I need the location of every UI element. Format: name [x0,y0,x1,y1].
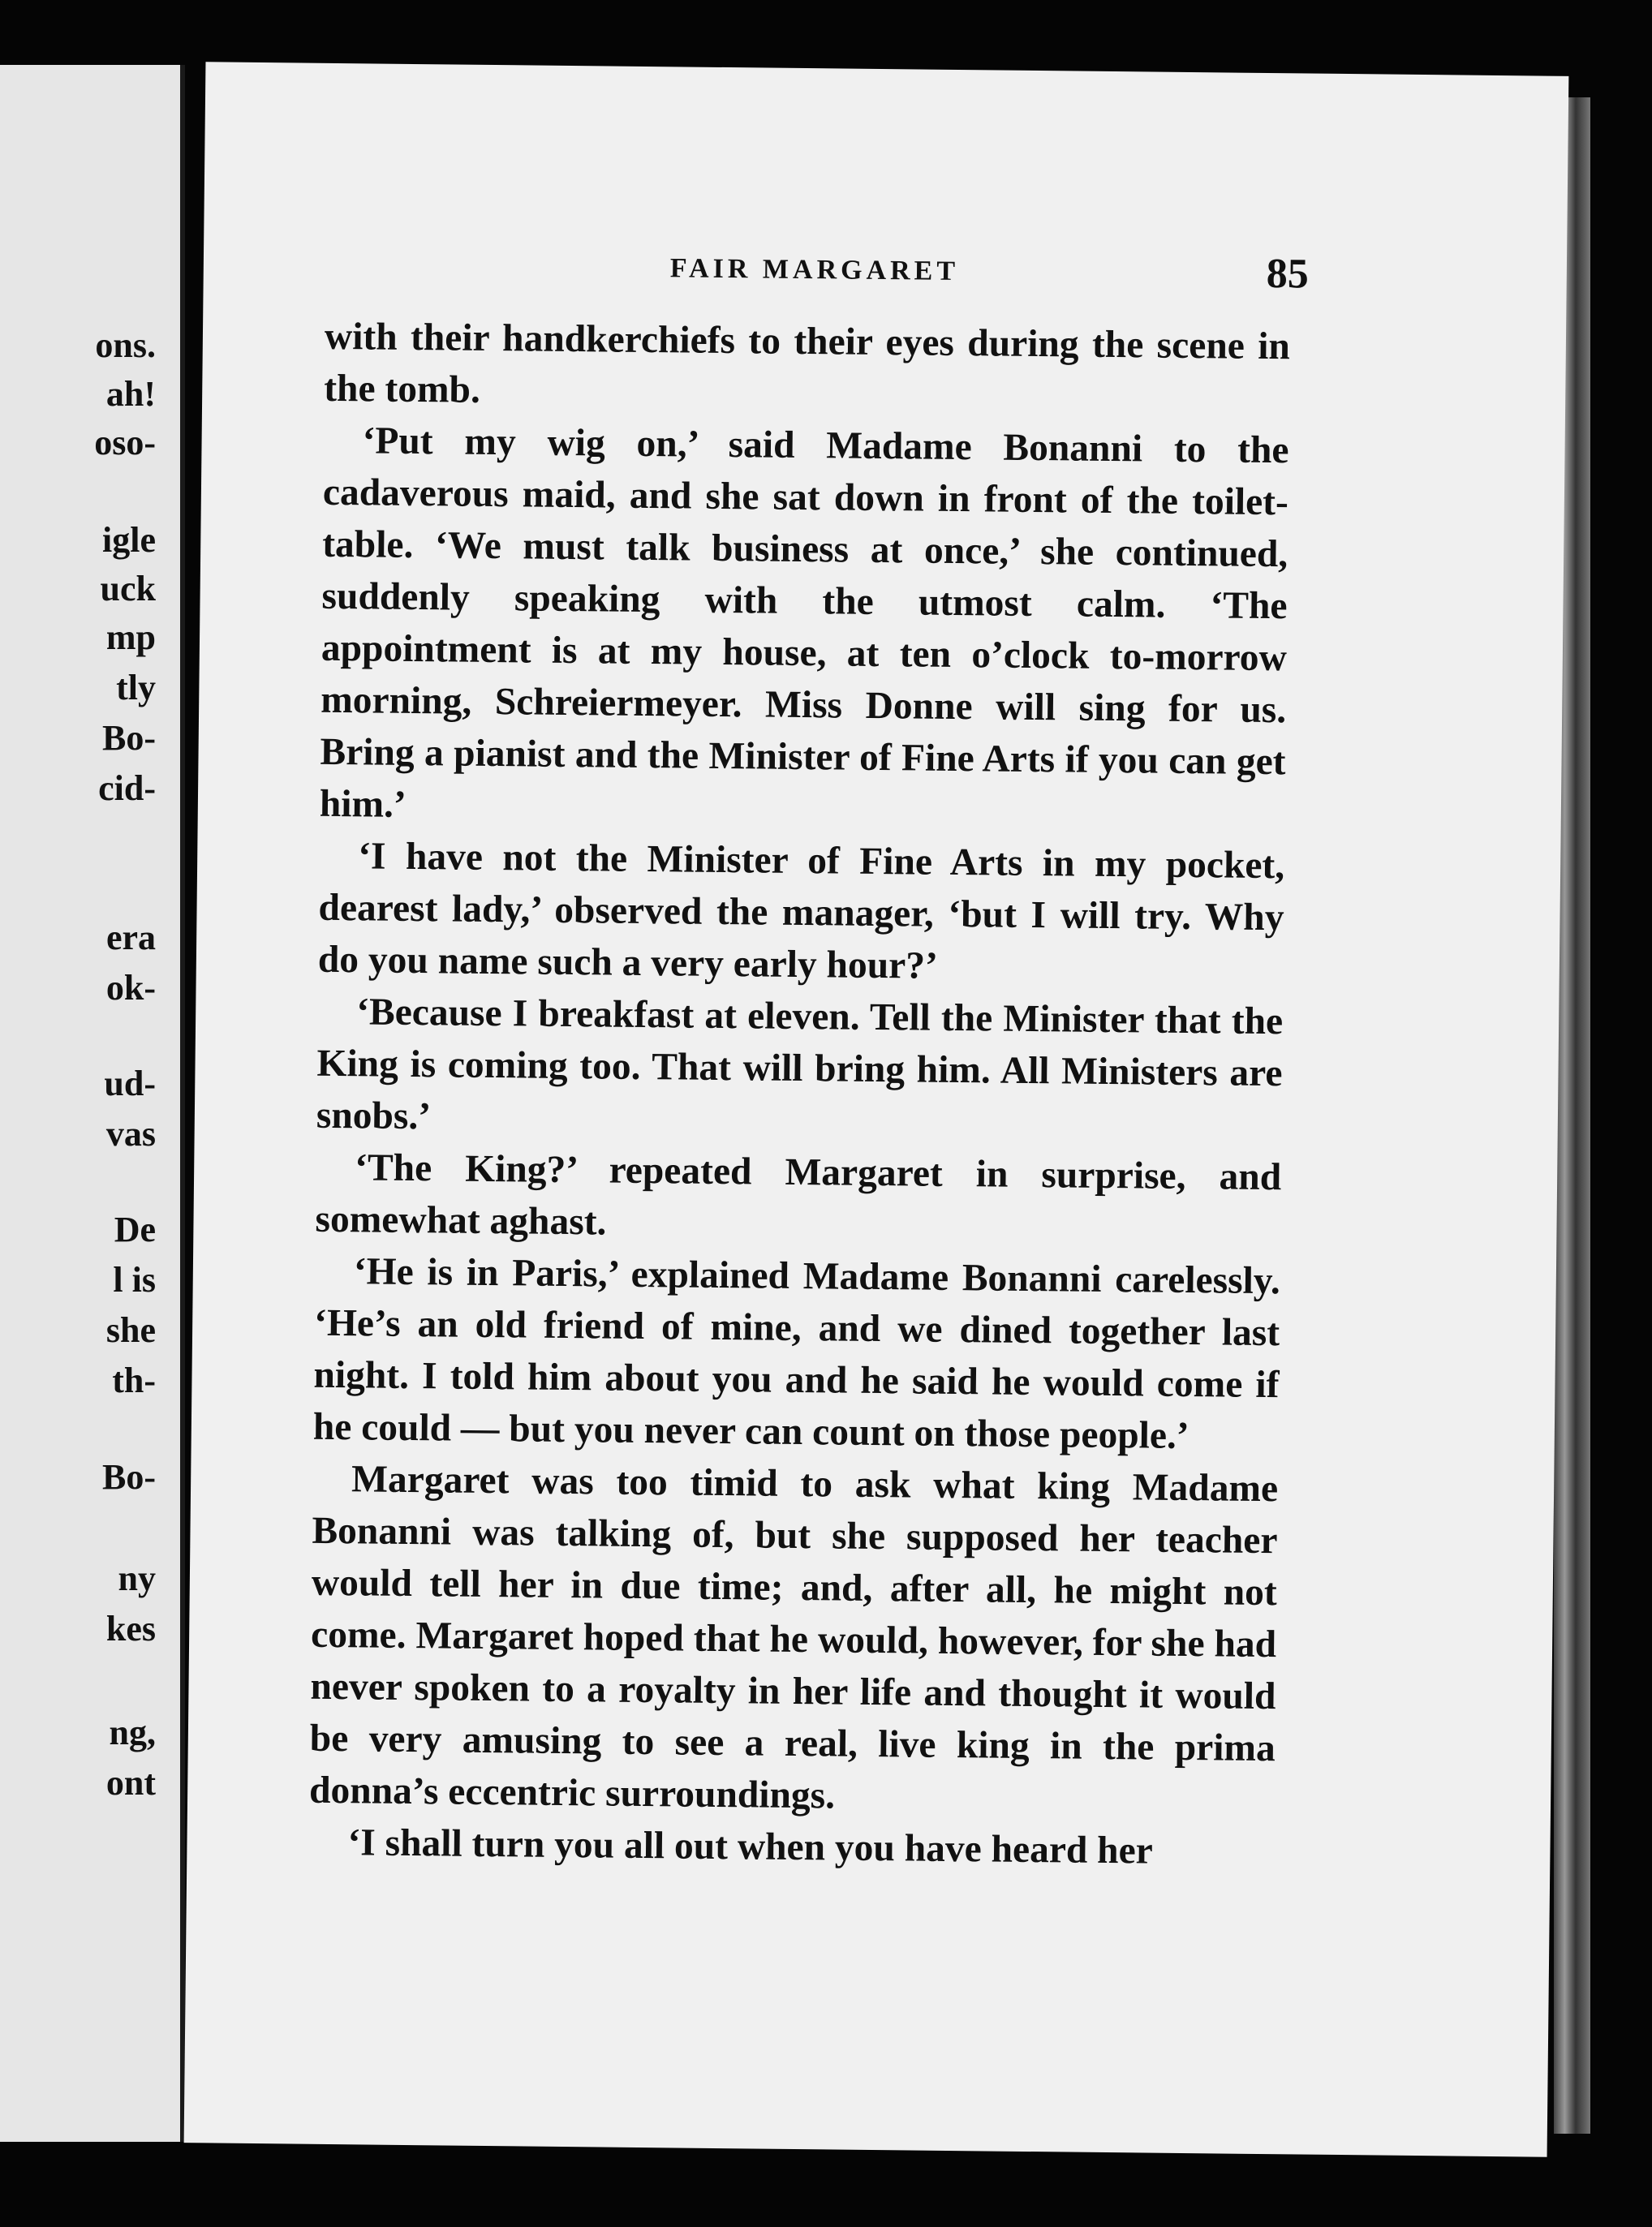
left-fragment: cid- [98,768,156,808]
left-fragment: ons. [95,325,156,365]
left-fragment: Bo- [102,718,156,758]
page-number: 85 [1266,250,1310,298]
previous-page-fragment [0,65,185,2142]
left-fragment: mp [105,617,156,657]
paragraph: ‘Because I breakfast at eleven. Tell the Minister that the King is coming too. That will bring him. All Ministers are snobs.’ [316,991,1284,1138]
running-head: FAIR MARGARET [669,253,960,287]
left-fragment: th- [112,1361,156,1400]
paragraph: ‘Put my wig on,’ said Madame Bonanni to the cadaverous maid, and she sat down in front of the toilet-table. ‘We must talk business at once,’ she continued, suddenly speaking with the utmost calm. ‘The appointment is at my house, at ten o’clock to-morrow morning, Schreiermeyer. Miss Donne will sing for us. Bring a pianist and the Minister of Fine Arts if you can get him.’ [319,419,1289,826]
paragraph: ‘He is in Paris,’ explained Madame Bonanni carelessly. ‘He’s an old friend of mine, and we dined together last night. I told him about you and he said he would come if he could — but you never can count on those people.’ [312,1250,1281,1458]
left-fragment: ud- [104,1064,156,1103]
paragraph: ‘I have not the Minister of Fine Arts in my pocket, dearest lady,’ observed the manager, ‘but I will try. Why do you name such a very early hour?’ [317,835,1285,987]
paragraph: ‘I shall turn you all out when you have heard her [347,1821,1154,1872]
left-fragment: ng, [109,1713,156,1752]
left-fragment: vas [105,1114,156,1154]
paragraph: ‘The King?’ repeated Margaret in surprise, and somewhat aghast. [315,1146,1282,1244]
left-fragment: l is [113,1260,156,1300]
left-fragment: igle [102,520,156,560]
left-fragment: ont [105,1763,156,1803]
left-fragment: tly [116,668,156,707]
left-fragment: era [105,918,156,957]
left-fragment: she [105,1310,156,1350]
book-page [184,62,1569,2156]
body-text [308,311,1290,1878]
paragraph: with their handkerchiefs to their eyes during the scene in the tomb. [323,315,1291,411]
left-fragment: oso- [94,423,156,462]
left-fragment: kes [105,1609,156,1649]
left-fragment: De [114,1210,156,1249]
left-fragment: ny [118,1558,156,1598]
left-fragment: uck [100,569,156,608]
paragraph: Margaret was too timid to ask what king Madame Bonanni was talking of, but she supposed her teacher would tell her in due time; and, after all, he might not come. Margaret hoped that he would, however, for she had never spoken to a royalty in her life and thought it would be very amusing to see a real, live king in the prima donna’s eccentric surroundings. [308,1458,1279,1817]
left-fragment: Bo- [102,1457,156,1497]
left-fragment: ok- [105,968,156,1008]
left-fragment: ah! [105,374,156,414]
